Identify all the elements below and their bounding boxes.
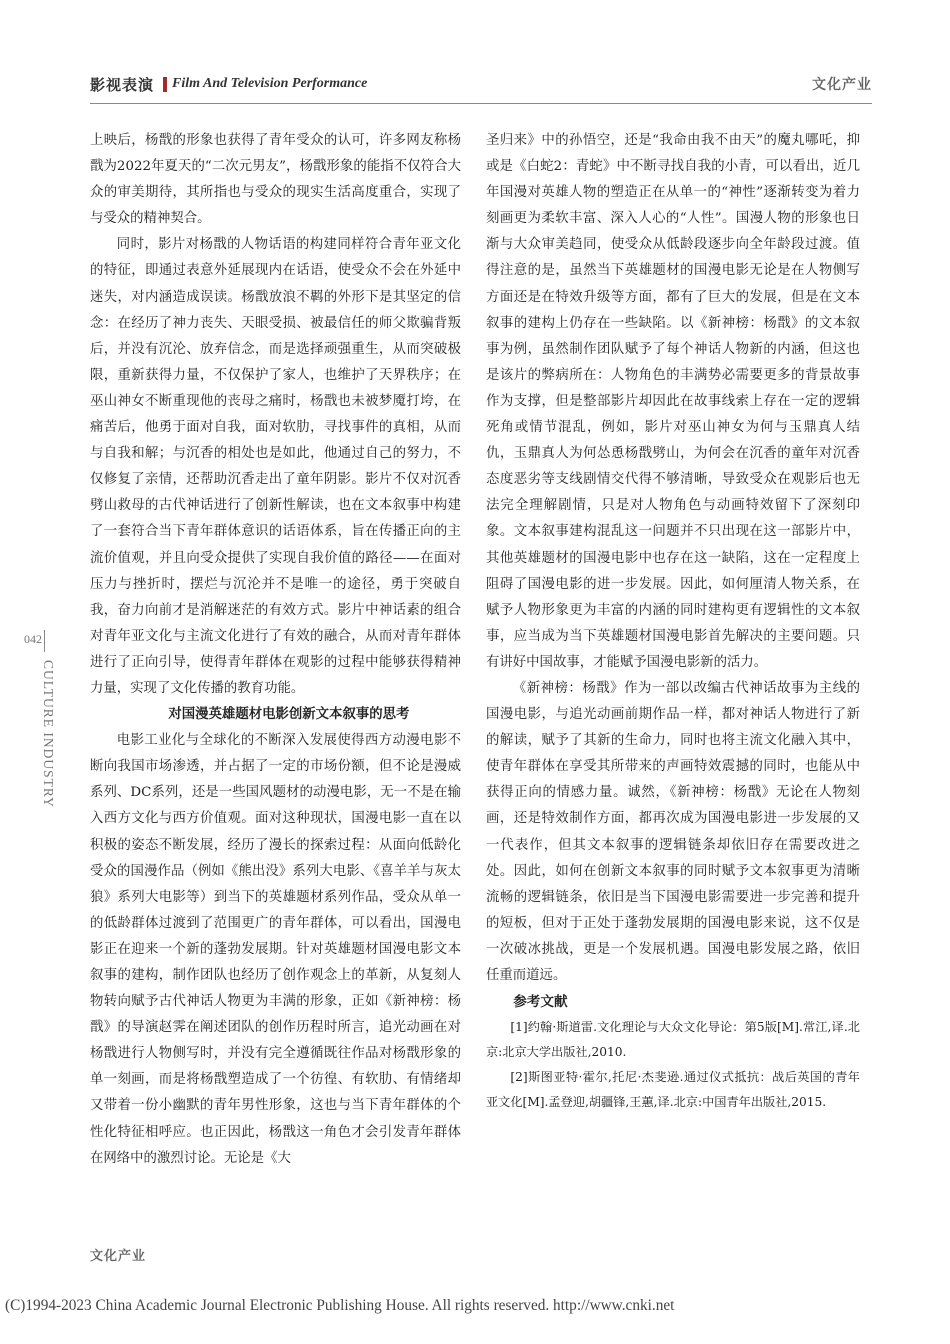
header-section-label: 文化产业: [812, 77, 872, 93]
header-divider-bar: [163, 77, 167, 92]
footer-label: 文化产业: [90, 1249, 147, 1264]
right-column: [486, 128, 860, 1115]
running-header: [90, 74, 872, 96]
left-column: [90, 128, 461, 1172]
paragraph: 圣归来》中的孙悟空，还是“我命由我不由天”的魔丸哪吒，抑或是《白蛇2：青蛇》中不断寻找自我的小青，可以看出，近几年国漫对英雄人物的塑造正在从单一的“神性”逐渐转变为着力刻画更为柔软丰富、深入人心的“人性”。国漫人物的形象也日渐与大众审美趋同，使受众从低龄段逐步向全年龄段过渡。值得注意的是，虽然当下英雄题材的国漫电影无论是在人物侧写方面还是在特效升级等方面，都有了巨大的发展，但是在文本叙事的建构上仍存在一些缺陷。以《新神榜：杨戬》的文本叙事为例，虽然制作团队赋予了每个神话人物新的内涵，但这也是该片的弊病所在：人物角色的丰满势必需要更多的背景故事作为支撑，但是整部影片却因此在故事线索上存在一定的逻辑死角或情节混乱，例如，影片对巫山神女为何与玉鼎真人结仇，玉鼎真人为何怂恿杨戬劈山，为何会在沉香的童年对沉香态度恶劣等支线剧情交代得不够清晰，导致受众在观影后也无法完全理解剧情，只是对人物角色与动画特效留下了深刻印象。文本叙事建构混乱这一问题并不只出现在这一部影片中，其他英雄题材的国漫电影中也存在这一缺陷，这在一定程度上阻碍了国漫电影的进一步发展。因此，如何厘清人物关系，在赋予人物形象更为丰富的内涵的同时建构更有逻辑性的文本叙事，应当成为当下英雄题材国漫电影首先解决的主要问题。只有讲好中国故事，才能赋予国漫电影新的活力。: [486, 133, 860, 670]
header-rule: [90, 103, 872, 104]
paragraph: 《新神榜：杨戬》作为一部以改编古代神话故事为主线的国漫电影，与追光动画前期作品一样，都对神话人物进行了新的解读，赋予了其新的生命力，同时也将主流文化融入其中，使青年群体在享受其所带来的声画特效震撼的同时，也能从中获得正向的情感力量。诚然，《新神榜：杨戬》无论在人物刻画，还是特效制作方面，都再次成为国漫电影进一步发展的又一代表作，但其文本叙事的逻辑链条却依旧存在需要改进之处。因此，如何在创新文本叙事的同时赋予文本叙事更为清晰流畅的逻辑链条，依旧是当下国漫电影需要进一步完善和提升的短板，但对于正处于蓬勃发展期的国漫电影来说，这不仅是一次破冰挑战，更是一个发展机遇。国漫电影发展之路，依旧任重而道远。: [486, 680, 860, 983]
references-title: 参考文献: [513, 994, 568, 1011]
paragraph: 电影工业化与全球化的不断深入发展使得西方动漫电影不断向我国市场渗透，并占据了一定的市场份额，但不论是漫威系列、DC系列，还是一些国风题材的动漫电影，无一不是在输入西方文化与西方价值观。面对这种现状，国漫电影一直在以积极的姿态不断发展，经历了漫长的探索过程：从面向低龄化受众的国漫作品（例如《熊出没》系列大电影、《喜羊羊与灰太狼》系列大电影等）到当下的英雄题材系列作品，受众从单一的低龄群体过渡到了范围更广的青年群体，可以看出，国漫电影正在迎来一个新的蓬勃发展期。针对英雄题材国漫电影文本叙事的建构，制作团队也经历了创作观念上的革新，从复刻人物转向赋予古代神话人物更为丰满的形象，正如《新神榜：杨戬》的导演赵霁在阐述团队的创作历程时所言，追光动画在对杨戬进行人物侧写时，并没有完全遵循既往作品对杨戬形象的单一刻画，而是将杨戬塑造成了一个彷徨、有软肋、有情绪却又带着一份小幽默的青年男性形象，这也与当下青年群体的个性化特征相呼应。也正因此，杨戬这一角色才会引发青年群体在网络中的激烈讨论。无论是《大: [90, 733, 461, 1166]
reference-item: [1]约翰·斯道雷.文化理论与大众文化导论：第5版[M].常江,译.北京:北京大学出版社,2010.: [486, 1020, 860, 1060]
paragraph: 上映后，杨戬的形象也获得了青年受众的认可，许多网友称杨戬为2022年夏天的“二次元男友”，杨戬形象的能指不仅符合大众的审美期待，其所指也与受众的现实生活高度重合，实现了与受众的精神契合。: [90, 133, 461, 227]
header-title-cn: 影视表演: [90, 76, 155, 94]
side-tick: [44, 630, 45, 652]
copyright-line: (C)1994-2023 China Academic Journal Electronic Publishing House. All rights reserved. http://www.cnki.net: [5, 1297, 675, 1314]
page-number: 042: [24, 632, 42, 646]
paragraph: 同时，影片对杨戬的人物话语的构建同样符合青年亚文化的特征，即通过表意外延展现内在话语，使受众不会在外延中迷失，对内涵造成误读。杨戬放浪不羁的外形下是其坚定的信念：在经历了神力丧失、天眼受损、被最信任的师父欺骗背叛后，并没有沉沦、放弃信念，而是选择顽强重生，从而突破极限，重新获得力量，不仅保护了家人，也维护了天界秩序；在巫山神女不断重现他的丧母之痛时，杨戬也未被梦魇打垮，在痛苦后，他勇于面对自我，面对软肋，寻找事件的真相，从而与自我和解；与沉香的相处也是如此，他通过自己的努力，不仅修复了亲情，还帮助沉香走出了童年阴影。影片不仅对沉香劈山救母的古代神话进行了创新性解读，也在文本叙事中构建了一套符合当下青年群体意识的话语体系，旨在传播正向的主流价值观，并且向受众提供了实现自我价值的路径——在面对压力与挫折时，摆烂与沉沦并不是唯一的途径，勇于突破自我，奋力向前才是消解迷茫的有效方式。影片中神话素的组合对青年亚文化与主流文化进行了有效的融合，从而对青年群体进行了正向引导，使得青年群体在观影的过程中能够获得精神力量，实现了文化传播的教育功能。: [90, 237, 461, 696]
section-title: 对国漫英雄题材电影创新文本叙事的思考: [168, 707, 410, 723]
reference-item: [2]斯图亚特·霍尔,托尼·杰斐逊.通过仪式抵抗：战后英国的青年亚文化[M].孟登迎,胡疆锋,王蕙,译.北京:中国青年出版社,2015.: [486, 1070, 860, 1110]
header-title-en: Film And Television Performance: [172, 76, 368, 91]
side-journal-name: CULTURE INDUSTRY: [41, 660, 56, 808]
